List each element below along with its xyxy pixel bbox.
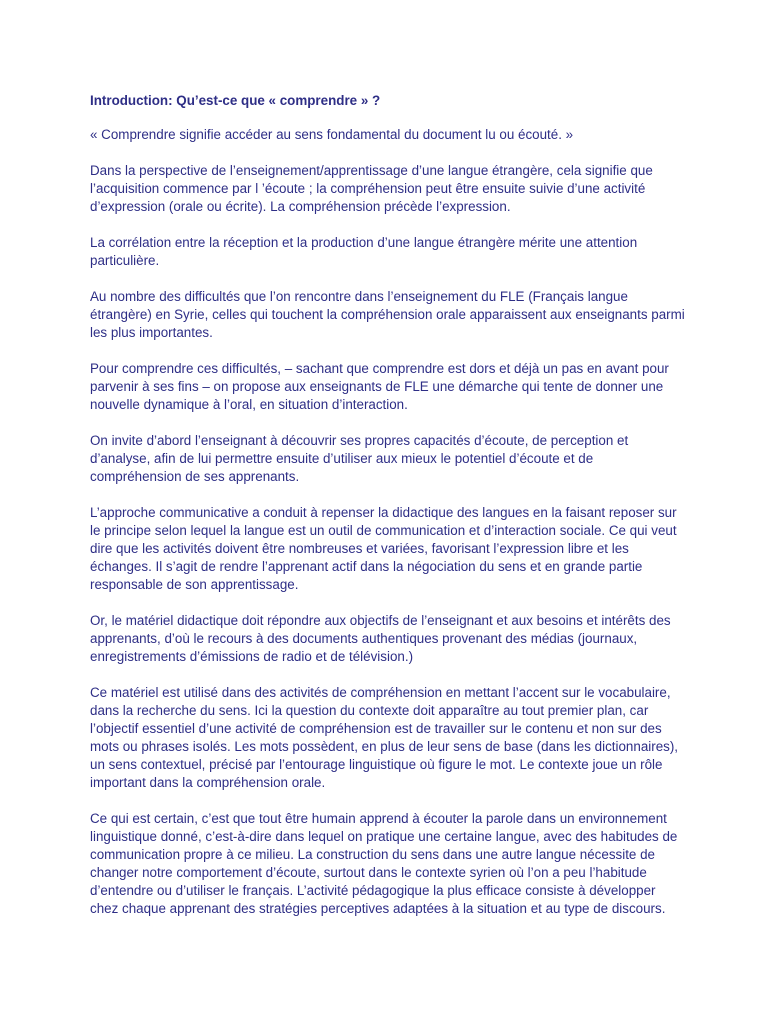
text-line: apprenants, d’où le recours à des documents authentiques provenant des médias (journaux, <box>90 631 638 646</box>
text-line: important dans la compréhension orale. <box>90 775 326 790</box>
paragraph-3 <box>90 234 690 270</box>
paragraph-10 <box>90 810 690 918</box>
text-line: L’approche communicative a conduit à repenser la didactique des langues en la faisant reposer sur <box>90 505 677 520</box>
document-page <box>90 92 690 936</box>
text-line: le principe selon lequel la langue est un outil de communication et d’interaction sociale. Ce qui veut <box>90 523 677 538</box>
text-line: communication propre à ce milieu. La construction du sens dans une autre langue nécessite de <box>90 847 655 862</box>
text-line: chez chaque apprenant des stratégies perceptives adaptées à la situation et au type de discours. <box>90 901 666 916</box>
paragraph-8 <box>90 612 690 666</box>
text-line: d’analyse, afin de lui permettre ensuite d’utiliser aux mieux le potentiel d’écoute et de <box>90 451 594 466</box>
text-line: un sens contextuel, précisé par l’entourage linguistique où figure le mot. Le contexte joue un rôle <box>90 757 663 772</box>
paragraph-5 <box>90 360 690 414</box>
text-line: parvenir à ses fins – on propose aux enseignants de FLE une démarche qui tente de donner une <box>90 379 664 394</box>
text-line: enregistrements d’émissions de radio et de télévision.) <box>90 649 414 664</box>
text-line: Pour comprendre ces difficultés, – sachant que comprendre est dors et déjà un pas en avant pour <box>90 361 669 376</box>
text-line: Au nombre des difficultés que l’on rencontre dans l’enseignement du FLE (Français langue <box>90 289 628 304</box>
text-line: responsable de son apprentissage. <box>90 577 299 592</box>
text-line: dans la recherche du sens. Ici la question du contexte doit apparaître au tout premier plan, car <box>90 703 649 718</box>
text-line: Ce matériel est utilisé dans des activités de compréhension en mettant l’accent sur le vocabulaire, <box>90 685 671 700</box>
text-line: Ce qui est certain, c’est que tout être humain apprend à écouter la parole dans un environnement <box>90 811 667 826</box>
paragraph-1 <box>90 126 690 144</box>
paragraph-9 <box>90 684 690 792</box>
text-line: nouvelle dynamique à l’oral, en situation d’interaction. <box>90 397 408 412</box>
text-line: les plus importantes. <box>90 325 213 340</box>
text-line: compréhension de ses apprenants. <box>90 469 300 484</box>
text-line: échanges. Il s’agit de rendre l’apprenant actif dans la négociation du sens et en grande partie <box>90 559 643 574</box>
text-line: dire que les activités doivent être nombreuses et variées, favorisant l’expression libre et les <box>90 541 629 556</box>
text-line: Dans la perspective de l’enseignement/apprentissage d’une langue étrangère, cela signifie que <box>90 163 653 178</box>
text-line: Or, le matériel didactique doit répondre aux objectifs de l’enseignant et aux besoins et intérêts des <box>90 613 671 628</box>
paragraph-6 <box>90 432 690 486</box>
text-line: l’acquisition commence par l ’écoute ; la compréhension peut être ensuite suivie d’une activité <box>90 181 646 196</box>
text-line: d’entendre ou d’utiliser le français. L’activité pédagogique la plus efficace consiste à développer <box>90 883 656 898</box>
document-title: Introduction: Qu’est-ce que « comprendre » ? <box>90 93 381 108</box>
paragraph-7 <box>90 504 690 594</box>
text-line: particulière. <box>90 253 160 268</box>
text-line: mots ou phrases isolés. Les mots possèdent, en plus de leur sens de base (dans les dictionnaires), <box>90 739 679 754</box>
paragraph-2 <box>90 162 690 216</box>
text-line: d’expression (orale ou écrite). La compréhension précède l’expression. <box>90 199 511 214</box>
text-line: « Comprendre signifie accéder au sens fondamental du document lu ou écouté. » <box>90 127 574 142</box>
text-line: linguistique donné, c’est-à-dire dans lequel on pratique une certaine langue, avec des habitudes de <box>90 829 678 844</box>
text-line: On invite d’abord l’enseignant à découvrir ses propres capacités d’écoute, de perception et <box>90 433 629 448</box>
text-line: étrangère) en Syrie, celles qui touchent la compréhension orale apparaissent aux enseignants parmi <box>90 307 685 322</box>
paragraph-4 <box>90 288 690 342</box>
text-line: changer notre comportement d’écoute, surtout dans le contexte syrien où l’on a peu l’habitude <box>90 865 647 880</box>
text-line: l’objectif essentiel d’une activité de compréhension est de travailler sur le contenu et non sur des <box>90 721 662 736</box>
text-line: La corrélation entre la réception et la production d’une langue étrangère mérite une attention <box>90 235 638 250</box>
